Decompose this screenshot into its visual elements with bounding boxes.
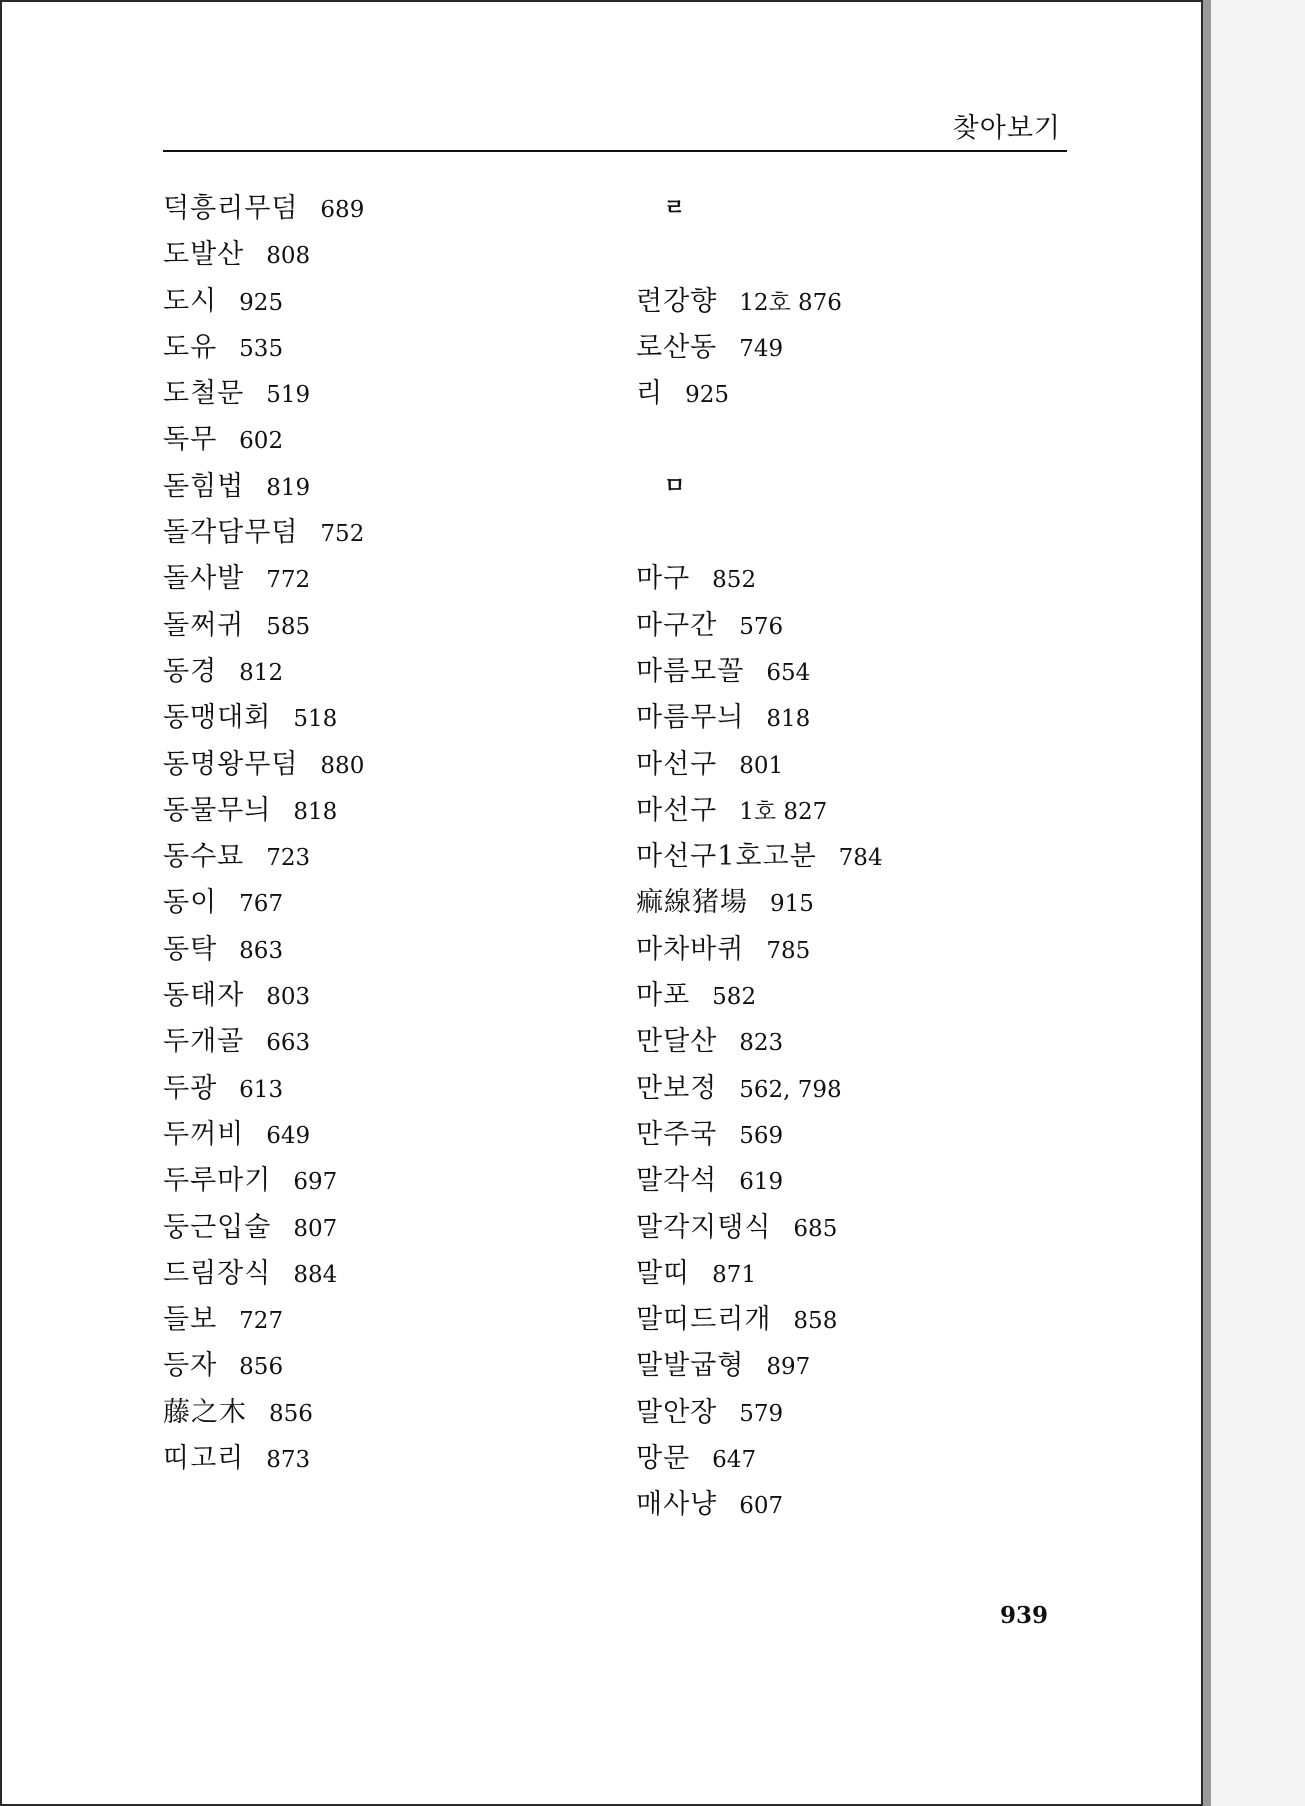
section-spacer <box>636 235 1076 281</box>
index-entry <box>163 745 583 791</box>
page-reference: 562, 798 <box>739 1076 842 1103</box>
index-term: 동탁 <box>163 933 218 965</box>
index-term: 드림장식 <box>163 1257 272 1289</box>
index-entry <box>163 883 583 929</box>
index-entry <box>163 791 583 837</box>
index-term: 망문 <box>636 1443 691 1475</box>
page-reference: 784 <box>838 845 883 872</box>
index-term: 독무 <box>163 424 218 456</box>
index-entry <box>636 791 1076 837</box>
page-reference: 925 <box>239 289 284 316</box>
page-reference: 585 <box>266 613 311 640</box>
index-entry <box>163 1439 583 1485</box>
section-spacer <box>636 513 1076 559</box>
index-entry <box>636 1300 1076 1346</box>
page-reference: 880 <box>320 752 365 779</box>
page-reference: 647 <box>712 1447 757 1474</box>
index-entry <box>636 606 1076 652</box>
page-reference: 607 <box>739 1493 784 1520</box>
page-reference: 12호 876 <box>739 289 842 316</box>
index-entry <box>163 930 583 976</box>
page-reference: 619 <box>739 1169 784 1196</box>
index-entry <box>163 652 583 698</box>
index-term: 마구 <box>636 563 691 595</box>
index-entry <box>163 189 583 235</box>
index-entry <box>636 652 1076 698</box>
page-reference: 772 <box>266 567 311 594</box>
page-reference: 897 <box>766 1354 811 1381</box>
page-reference: 803 <box>266 984 311 1011</box>
index-entry <box>163 1346 583 1392</box>
page-reference: 808 <box>266 243 311 270</box>
index-term: 동경 <box>163 655 218 687</box>
page-reference: 576 <box>739 613 784 640</box>
index-entry <box>636 930 1076 976</box>
page-reference: 697 <box>293 1169 338 1196</box>
section-heading-rieul: ㄹ <box>664 196 686 221</box>
index-term: 마선구 <box>636 794 718 826</box>
index-term: 말발굽형 <box>636 1350 745 1382</box>
page-reference: 858 <box>793 1308 838 1335</box>
index-entry <box>163 837 583 883</box>
index-term: 띠고리 <box>163 1443 245 1475</box>
index-term: 동맹대회 <box>163 702 272 734</box>
index-entry <box>163 467 583 513</box>
index-term: 마포 <box>636 980 691 1012</box>
index-term: 두개골 <box>163 1026 245 1058</box>
index-term: 마름모꼴 <box>636 655 745 687</box>
page-reference: 1호 827 <box>739 798 828 825</box>
header-rule <box>163 150 1067 152</box>
index-entry <box>163 606 583 652</box>
index-term: 동수묘 <box>163 841 245 873</box>
index-term: 도시 <box>163 285 218 317</box>
index-entry <box>163 235 583 281</box>
page-reference: 856 <box>239 1354 284 1381</box>
page-reference: 663 <box>266 1030 311 1057</box>
page-reference: 915 <box>770 891 814 918</box>
index-entry <box>636 745 1076 791</box>
page-reference: 812 <box>239 659 284 686</box>
index-entry <box>636 1346 1076 1392</box>
index-column-right <box>636 189 1076 1532</box>
index-entry <box>163 1115 583 1161</box>
index-entry <box>636 374 1076 420</box>
index-entry <box>636 282 1076 328</box>
index-term: 매사냥 <box>636 1489 718 1521</box>
page-reference: 873 <box>266 1447 311 1474</box>
index-term: 만보정 <box>636 1072 718 1104</box>
index-term: 등자 <box>163 1350 218 1382</box>
index-entry <box>636 559 1076 605</box>
page-reference: 767 <box>239 891 284 918</box>
index-term: 두루마기 <box>163 1165 272 1197</box>
index-entry <box>636 837 1076 883</box>
index-term: 만달산 <box>636 1026 718 1058</box>
page-reference: 807 <box>293 1215 338 1242</box>
index-entry <box>636 1161 1076 1207</box>
page-reference: 723 <box>266 845 311 872</box>
index-entry <box>163 698 583 744</box>
index-term: 痲線猪場 <box>636 887 748 919</box>
index-term: 로산동 <box>636 331 718 363</box>
page-reference: 884 <box>293 1261 338 1288</box>
page-reference: 518 <box>293 706 338 733</box>
page-reference: 856 <box>269 1400 313 1427</box>
page-reference: 852 <box>712 567 757 594</box>
page-reference: 613 <box>239 1076 284 1103</box>
page-reference: 654 <box>766 659 811 686</box>
index-entry <box>163 1022 583 1068</box>
index-term: 도유 <box>163 331 218 363</box>
index-entry <box>163 513 583 559</box>
running-head: 찾아보기 <box>952 113 1061 144</box>
index-column-left <box>163 189 583 1485</box>
index-term: 말각석 <box>636 1165 718 1197</box>
index-term: 두광 <box>163 1072 218 1104</box>
index-term: 돌쩌귀 <box>163 609 245 641</box>
index-entry <box>636 1115 1076 1161</box>
page-reference: 863 <box>239 937 284 964</box>
page-reference: 785 <box>766 937 811 964</box>
page-reference: 569 <box>739 1122 784 1149</box>
index-term: 마름무늬 <box>636 702 745 734</box>
index-entry <box>163 1208 583 1254</box>
index-entry <box>163 328 583 374</box>
index-term: 말안장 <box>636 1396 718 1428</box>
page-reference: 818 <box>293 798 338 825</box>
index-entry <box>163 1300 583 1346</box>
index-term: 마선구1호고분 <box>636 841 817 873</box>
page-reference: 801 <box>739 752 784 779</box>
page-reference: 685 <box>793 1215 838 1242</box>
page-number: 939 <box>1000 1602 1049 1629</box>
index-term: 만주국 <box>636 1118 718 1150</box>
page-reference: 819 <box>266 474 311 501</box>
index-entry <box>163 420 583 466</box>
index-entry <box>163 1069 583 1115</box>
page-reference: 823 <box>739 1030 784 1057</box>
page-reference: 579 <box>739 1400 784 1427</box>
index-term: 련강향 <box>636 285 718 317</box>
page-reference: 689 <box>320 197 365 223</box>
index-entry <box>163 1161 583 1207</box>
section-spacer <box>636 420 1076 466</box>
index-term: 덕흥리무덤 <box>163 193 299 224</box>
index-term: 두꺼비 <box>163 1118 245 1150</box>
index-term: 마차바퀴 <box>636 933 745 965</box>
index-term: 동물무늬 <box>163 794 272 826</box>
index-term: 돌사발 <box>163 563 245 595</box>
index-entry <box>163 559 583 605</box>
page-reference: 519 <box>266 382 311 409</box>
index-entry <box>163 1254 583 1300</box>
index-entry <box>636 1069 1076 1115</box>
page-reference: 582 <box>712 984 757 1011</box>
page-reference: 752 <box>320 521 365 548</box>
index-term: 마선구 <box>636 748 718 780</box>
index-entry <box>636 1254 1076 1300</box>
index-entry <box>163 1393 583 1439</box>
index-term: 둥근입술 <box>163 1211 272 1243</box>
index-entry <box>636 976 1076 1022</box>
index-entry <box>636 1022 1076 1068</box>
index-term: 도발산 <box>163 239 245 271</box>
page-reference: 602 <box>239 428 284 455</box>
index-entry <box>636 698 1076 744</box>
index-term: 돌각담무덤 <box>163 517 299 549</box>
index-term: 마구간 <box>636 609 718 641</box>
index-entry <box>636 1393 1076 1439</box>
page-edge-shadow <box>1203 0 1211 1806</box>
index-term: 돋힘법 <box>163 470 245 502</box>
page-reference: 535 <box>239 335 284 362</box>
page-reference: 749 <box>739 335 784 362</box>
page-reference: 818 <box>766 706 811 733</box>
index-term: 동명왕무덤 <box>163 748 299 780</box>
page-reference: 727 <box>239 1308 284 1335</box>
section-heading-mieum: ㅁ <box>664 473 686 499</box>
page-reference: 649 <box>266 1122 311 1149</box>
index-entry <box>636 1439 1076 1485</box>
index-term: 말띠드리개 <box>636 1304 772 1336</box>
viewer-background <box>1211 0 1305 1806</box>
index-entry <box>636 1485 1076 1531</box>
page-reference: 925 <box>685 382 729 409</box>
index-entry <box>636 883 1076 929</box>
index-term: 말띠 <box>636 1257 691 1289</box>
page-reference: 871 <box>712 1261 757 1288</box>
index-entry <box>163 976 583 1022</box>
index-term: 동이 <box>163 887 218 919</box>
index-term: 말각지탱식 <box>636 1211 772 1243</box>
index-term: 동태자 <box>163 980 245 1012</box>
index-entry <box>163 374 583 420</box>
index-term: 藤之木 <box>163 1396 247 1428</box>
index-entry <box>163 282 583 328</box>
index-term: 도철문 <box>163 378 245 410</box>
index-term: 들보 <box>163 1304 218 1336</box>
index-term: 리 <box>636 378 664 410</box>
index-entry <box>636 1208 1076 1254</box>
index-entry <box>636 328 1076 374</box>
